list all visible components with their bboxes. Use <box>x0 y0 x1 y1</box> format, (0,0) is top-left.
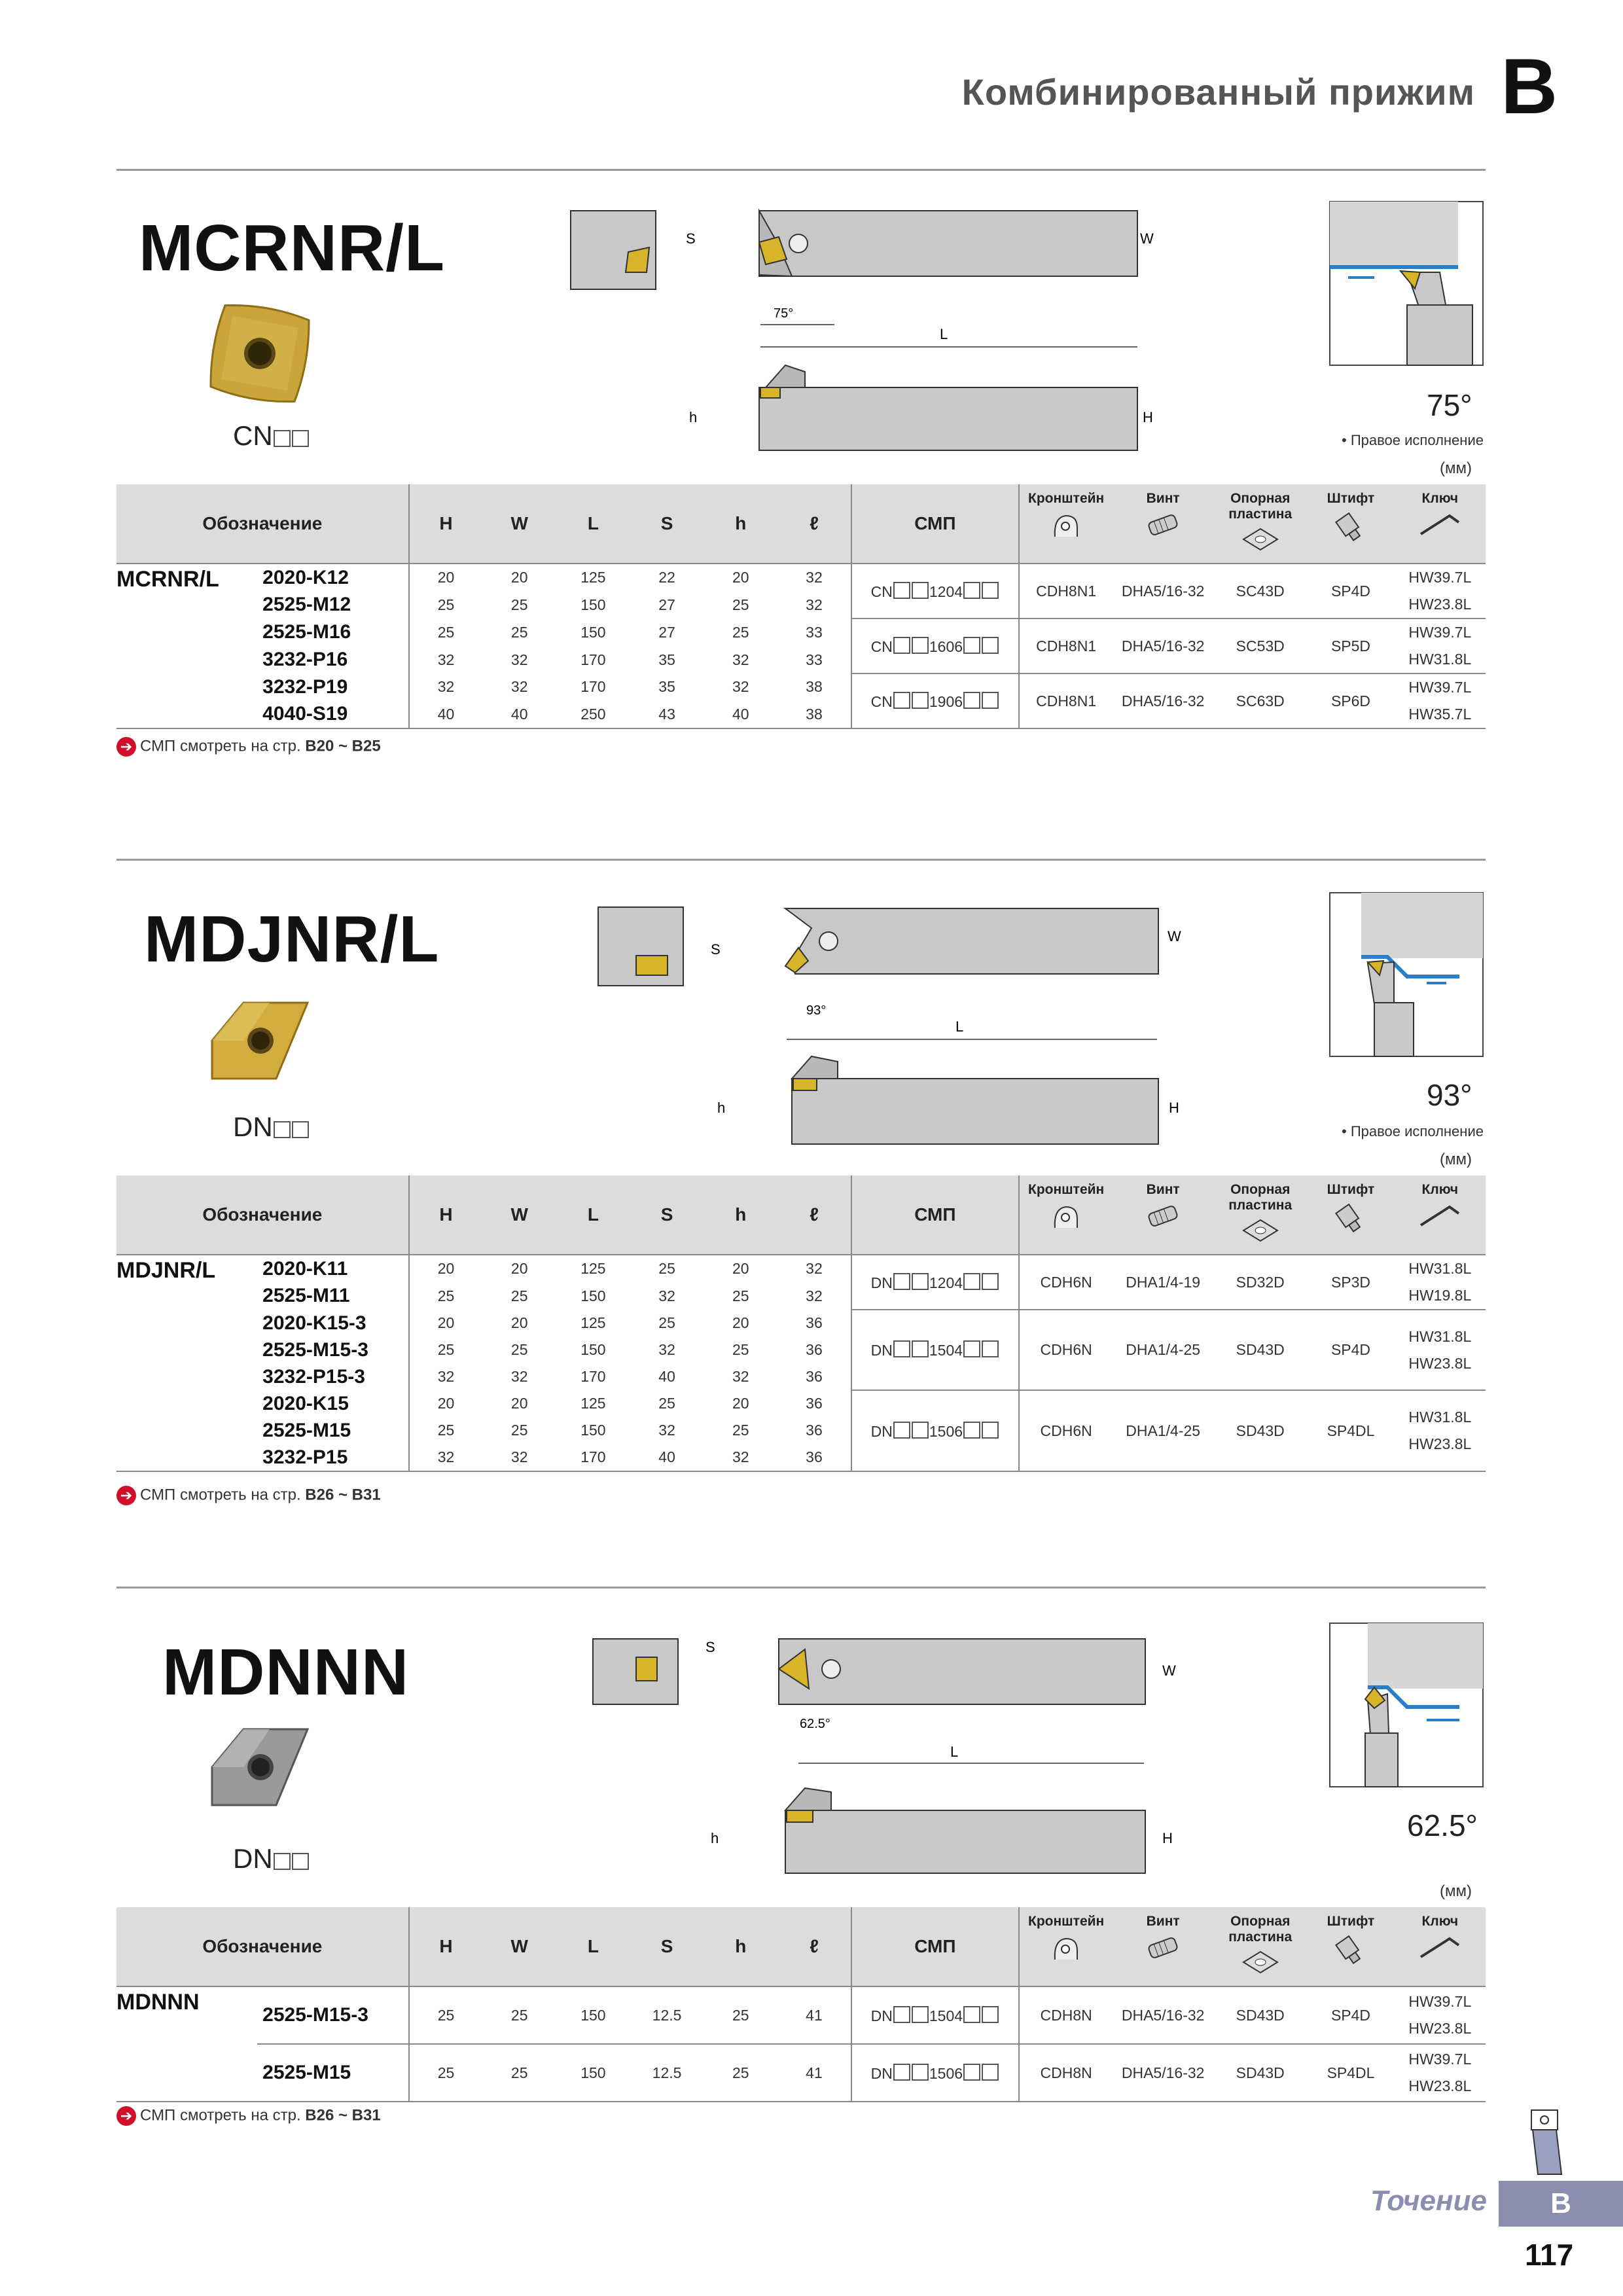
section-divider <box>116 859 1486 861</box>
col-insert: СМП <box>851 484 1019 564</box>
spec-table: Обозначение H W L S h ℓ СМП Кронштейн Винт Опорная пластина Штифт Ключ MDNNN 2525-M15-3 25 25 150 12.5 25 41 DN 1504 CDH8N DHA5/16-32 SD43D SP4D HW39.7L HW23.8L 2525-M15 25 25 150 12.5 25 41 DN 1506 CDH8N DHA5/16-32 SD43D SP4DL HW39.7L HW23.8L <box>116 1907 1486 2102</box>
col-pin: Штифт <box>1307 484 1394 564</box>
approach-angle: 75° <box>1427 388 1472 422</box>
application-diagram <box>1329 200 1486 368</box>
section-tab[interactable]: B <box>1499 2181 1623 2227</box>
section-tab-label: Точение <box>1370 2185 1487 2217</box>
holder-drawing <box>569 196 1171 458</box>
family-code: MDNNN <box>116 1990 200 2015</box>
arrow-right-icon: ➔ <box>116 737 136 757</box>
unit-label: (мм) <box>1440 1151 1472 1168</box>
key-icon <box>1418 1933 1461 1960</box>
pin-icon <box>1334 1933 1367 1965</box>
svg-text:h: h <box>711 1830 719 1846</box>
spec-table: Обозначение H W L S h ℓ СМП Кронштейн Винт Опорная пластина Штифт Ключ MDJNR/L 2020-K11 20 20 125 25 20 32 DN 1204 CDH6N DHA1/4-19 SD32D SP3D HW31.8L HW19.8L 2525-M11 25 25 150 32 25 32 2020-K15-3 20 20 125 25 20 36 DN 1504 CDH6N DHA1/4-25 SD43D SP4D HW31.8L HW23.8L 2525-M15-3 25 25 150 32 25 36 3232-P15-3 32 32 170 40 32 36 2020-K15 20 20 125 25 20 36 DN 1506 CDH6N DHA1/4-25 SD43D SP4DL HW31.8L HW23.8L 2525-M15 25 25 150 32 25 36 3232-P15 32 32 170 40 32 36 <box>116 1175 1486 1472</box>
svg-text:L: L <box>950 1744 959 1760</box>
table-row-code: 3232-P19 <box>262 675 348 698</box>
col-H: H <box>409 484 483 564</box>
dim-label-w: W <box>1140 230 1154 247</box>
bracket-icon <box>1050 1933 1082 1965</box>
bracket-icon <box>1050 511 1082 542</box>
dim-label-l: L <box>940 326 948 342</box>
col-bracket: Кронштейн <box>1019 484 1113 564</box>
bracket-icon <box>1050 1202 1082 1233</box>
insert-image <box>204 298 315 409</box>
plate-icon <box>1242 526 1279 552</box>
svg-text:75°: 75° <box>774 306 794 321</box>
section-divider <box>116 169 1486 171</box>
insert-reference[interactable]: ➔ СМП смотреть на стр. B26 ~ B31 <box>116 2106 381 2126</box>
insert-designation: CN <box>233 420 310 452</box>
section-title: MDNNN <box>162 1636 410 1709</box>
right-hand-note: • Правое исполнение <box>1342 1123 1484 1139</box>
family-code: MCRNR/L <box>116 567 219 592</box>
col-S: S <box>630 484 704 564</box>
plate-icon <box>1242 1949 1279 1975</box>
col-h: h <box>704 484 777 564</box>
col-L: L <box>556 484 630 564</box>
svg-text:h: h <box>717 1100 726 1116</box>
svg-text:93°: 93° <box>806 1003 827 1018</box>
table-row-code: 4040-S19 <box>262 703 348 725</box>
turning-tool-icon <box>1518 2106 1571 2178</box>
arrow-right-icon: ➔ <box>116 1486 136 1505</box>
svg-text:W: W <box>1162 1662 1176 1679</box>
approach-angle: 93° <box>1427 1078 1472 1112</box>
insert-designation: DN <box>233 1111 310 1143</box>
svg-text:H: H <box>1162 1830 1173 1846</box>
section-divider <box>116 1587 1486 1588</box>
unit-label: (мм) <box>1440 1882 1472 1900</box>
svg-text:L: L <box>955 1018 964 1035</box>
insert-reference[interactable]: ➔ СМП смотреть на стр. B20 ~ B25 <box>116 737 381 757</box>
screw-icon <box>1145 1933 1181 1962</box>
right-hand-note: • Правое исполнение <box>1342 432 1484 448</box>
col-W: W <box>482 484 556 564</box>
svg-text:S: S <box>711 941 721 958</box>
svg-text:S: S <box>705 1639 715 1655</box>
spec-table: Обозначение H W L S h ℓ СМП Кронштейн Винт Опорная пластина Штифт Ключ MCRNR/L 2020-K12 20 20 125 22 20 32 CN 1204 CDH8N1 DHA5/16-32 SC43D SP4D HW39.7L HW23.8L 2525-M12 25 25 150 27 25 32 2525-M16 25 25 150 27 25 33 CN 1606 CDH8N1 DHA5/16-32 SC53D SP5D HW39.7L HW31.8L 3232-P16 32 32 170 35 32 33 3232-P19 32 32 170 35 32 38 CN 1906 CDH8N1 DHA5/16-32 SC63D SP6D HW39.7L HW35.7L 4040-S19 40 40 250 43 40 38 <box>116 484 1486 729</box>
svg-text:W: W <box>1168 928 1181 944</box>
section-letter: B <box>1501 43 1558 130</box>
col-l: ℓ <box>777 484 851 564</box>
unit-label: (мм) <box>1440 459 1472 477</box>
application-diagram <box>1329 1622 1486 1789</box>
table-row-code: 2525-M12 <box>262 594 351 616</box>
arrow-right-icon: ➔ <box>116 2106 136 2126</box>
col-plate: Опорная пластина <box>1213 484 1307 564</box>
holder-drawing <box>589 1632 1191 1881</box>
section-title: MCRNR/L <box>139 211 446 285</box>
page-header-title: Комбинированный прижим <box>961 71 1475 113</box>
table-row-code: 2525-M16 <box>262 621 351 643</box>
pin-icon <box>1334 511 1367 542</box>
svg-text:62.5°: 62.5° <box>800 1717 830 1731</box>
insert-image <box>204 995 315 1086</box>
key-icon <box>1418 1202 1461 1228</box>
holder-drawing <box>596 902 1185 1151</box>
dim-label-H: H <box>1143 409 1153 425</box>
family-code: MDJNR/L <box>116 1258 216 1283</box>
col-key: Ключ <box>1395 484 1486 564</box>
dim-label-h: h <box>689 409 698 425</box>
insert-reference[interactable]: ➔ СМП смотреть на стр. B26 ~ B31 <box>116 1486 381 1505</box>
plate-icon <box>1242 1217 1279 1244</box>
insert-designation: DN <box>233 1843 310 1874</box>
pin-icon <box>1334 1202 1367 1233</box>
approach-angle: 62.5° <box>1407 1808 1478 1842</box>
section-title: MDJNR/L <box>144 903 440 976</box>
dim-label-s: S <box>686 230 696 247</box>
table-row-code: 3232-P16 <box>262 649 348 670</box>
application-diagram <box>1329 891 1486 1059</box>
key-icon <box>1418 511 1461 537</box>
svg-text:H: H <box>1169 1100 1179 1116</box>
col-designation: Обозначение <box>116 484 409 564</box>
page-number: 117 <box>1525 2238 1574 2272</box>
col-screw: Винт <box>1113 484 1213 564</box>
table-row-code: 2020-K12 <box>262 566 349 588</box>
screw-icon <box>1145 1202 1181 1230</box>
insert-image <box>204 1721 315 1813</box>
screw-icon <box>1145 511 1181 539</box>
